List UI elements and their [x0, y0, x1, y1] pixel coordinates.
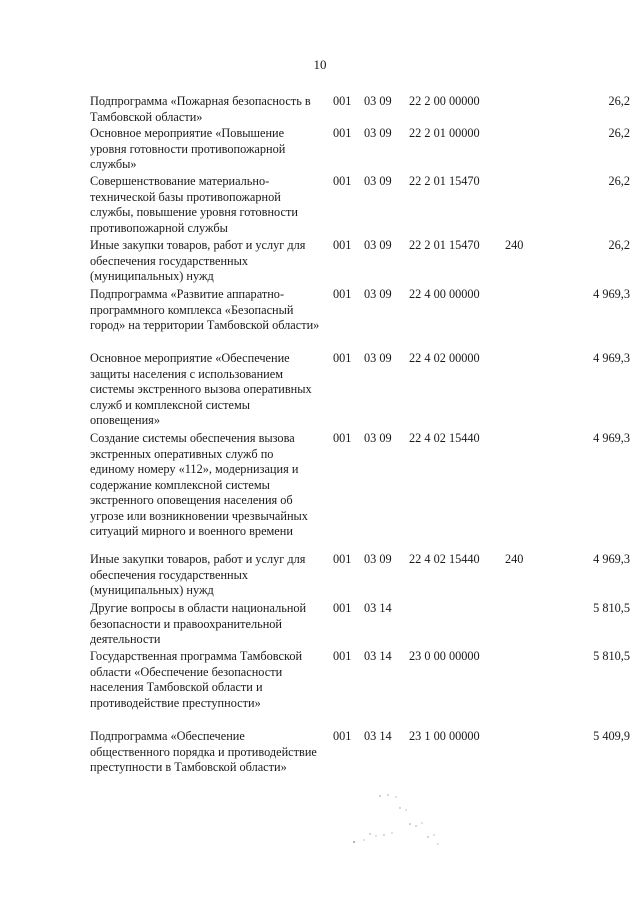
target-code: 23 0 00 00000 — [409, 649, 480, 663]
row-name: Иные закупки товаров, работ и услуг для обеспечения государственных (муниципальных) нужд — [90, 552, 306, 597]
section-code: 03 09 — [364, 174, 392, 188]
row-name: Основное мероприятие «Повышение уровня готовности противопожарной службы» — [90, 126, 286, 171]
section-code: 03 14 — [364, 649, 392, 663]
target-code: 22 4 02 15440 — [409, 552, 480, 566]
amount: 26,2 — [608, 94, 630, 108]
amount: 26,2 — [608, 238, 630, 252]
ministry-code: 001 — [333, 126, 352, 140]
target-code: 23 1 00 00000 — [409, 729, 480, 743]
target-code: 22 4 02 00000 — [409, 351, 480, 365]
ministry-code: 001 — [333, 174, 352, 188]
section-code: 03 14 — [364, 729, 392, 743]
amount: 4 969,3 — [593, 431, 630, 445]
ministry-code: 001 — [333, 94, 352, 108]
row-name: Создание системы обеспечения вызова экстренных оперативных служб по единому номеру «112», модернизация и содержание комплексной системы экстренного оповещения населения об угрозе или возникновении чрезвычайных ситуаций мирного и военного времени — [90, 431, 308, 538]
ministry-code: 001 — [333, 238, 352, 252]
ministry-code: 001 — [333, 729, 352, 743]
target-code: 22 4 00 00000 — [409, 287, 480, 301]
target-code: 22 2 00 00000 — [409, 94, 480, 108]
section-code: 03 09 — [364, 351, 392, 365]
row-name: Подпрограмма «Пожарная безопасность в Тамбовской области» — [90, 94, 311, 124]
section-code: 03 09 — [364, 287, 392, 301]
section-code: 03 09 — [364, 126, 392, 140]
row-name: Основное мероприятие «Обеспечение защиты населения с использованием системы экстренного вызова оперативных служб и комплексной системы оповещения» — [90, 351, 312, 427]
ministry-code: 001 — [333, 287, 352, 301]
amount: 5 810,5 — [593, 601, 630, 615]
amount: 26,2 — [608, 126, 630, 140]
amount: 5 409,9 — [593, 729, 630, 743]
amount: 4 969,3 — [593, 351, 630, 365]
scan-noise — [340, 790, 450, 860]
amount: 26,2 — [608, 174, 630, 188]
page-number: 10 — [313, 57, 327, 72]
ministry-code: 001 — [333, 351, 352, 365]
amount: 4 969,3 — [593, 552, 630, 566]
amount: 4 969,3 — [593, 287, 630, 301]
ministry-code: 001 — [333, 431, 352, 445]
ministry-code: 001 — [333, 649, 352, 663]
section-code: 03 14 — [364, 601, 392, 615]
target-code: 22 4 02 15440 — [409, 431, 480, 445]
amount: 5 810,5 — [593, 649, 630, 663]
ministry-code: 001 — [333, 552, 352, 566]
target-code: 22 2 01 15470 — [409, 238, 480, 252]
row-name: Подпрограмма «Развитие аппаратно-программного комплекса «Безопасный город» на территории Тамбовской области» — [90, 287, 320, 332]
ministry-code: 001 — [333, 601, 352, 615]
section-code: 03 09 — [364, 431, 392, 445]
target-code: 22 2 01 00000 — [409, 126, 480, 140]
expense-type-code: 240 — [505, 552, 524, 566]
section-code: 03 09 — [364, 238, 392, 252]
row-name: Другие вопросы в области национальной безопасности и правоохранительной деятельности — [90, 601, 307, 646]
row-name: Совершенствование материально-технической базы противопожарной службы, повышение уровня готовности противопожарной службы — [90, 174, 298, 235]
row-name: Государственная программа Тамбовской области «Обеспечение безопасности населения Тамбовской области и противодействие преступности» — [90, 649, 303, 710]
row-name: Иные закупки товаров, работ и услуг для обеспечения государственных (муниципальных) нужд — [90, 238, 306, 283]
section-code: 03 09 — [364, 94, 392, 108]
section-code: 03 09 — [364, 552, 392, 566]
target-code: 22 2 01 15470 — [409, 174, 480, 188]
row-name: Подпрограмма «Обеспечение общественного порядка и противодействие преступности в Тамбовской области» — [90, 729, 317, 774]
expense-type-code: 240 — [505, 238, 524, 252]
